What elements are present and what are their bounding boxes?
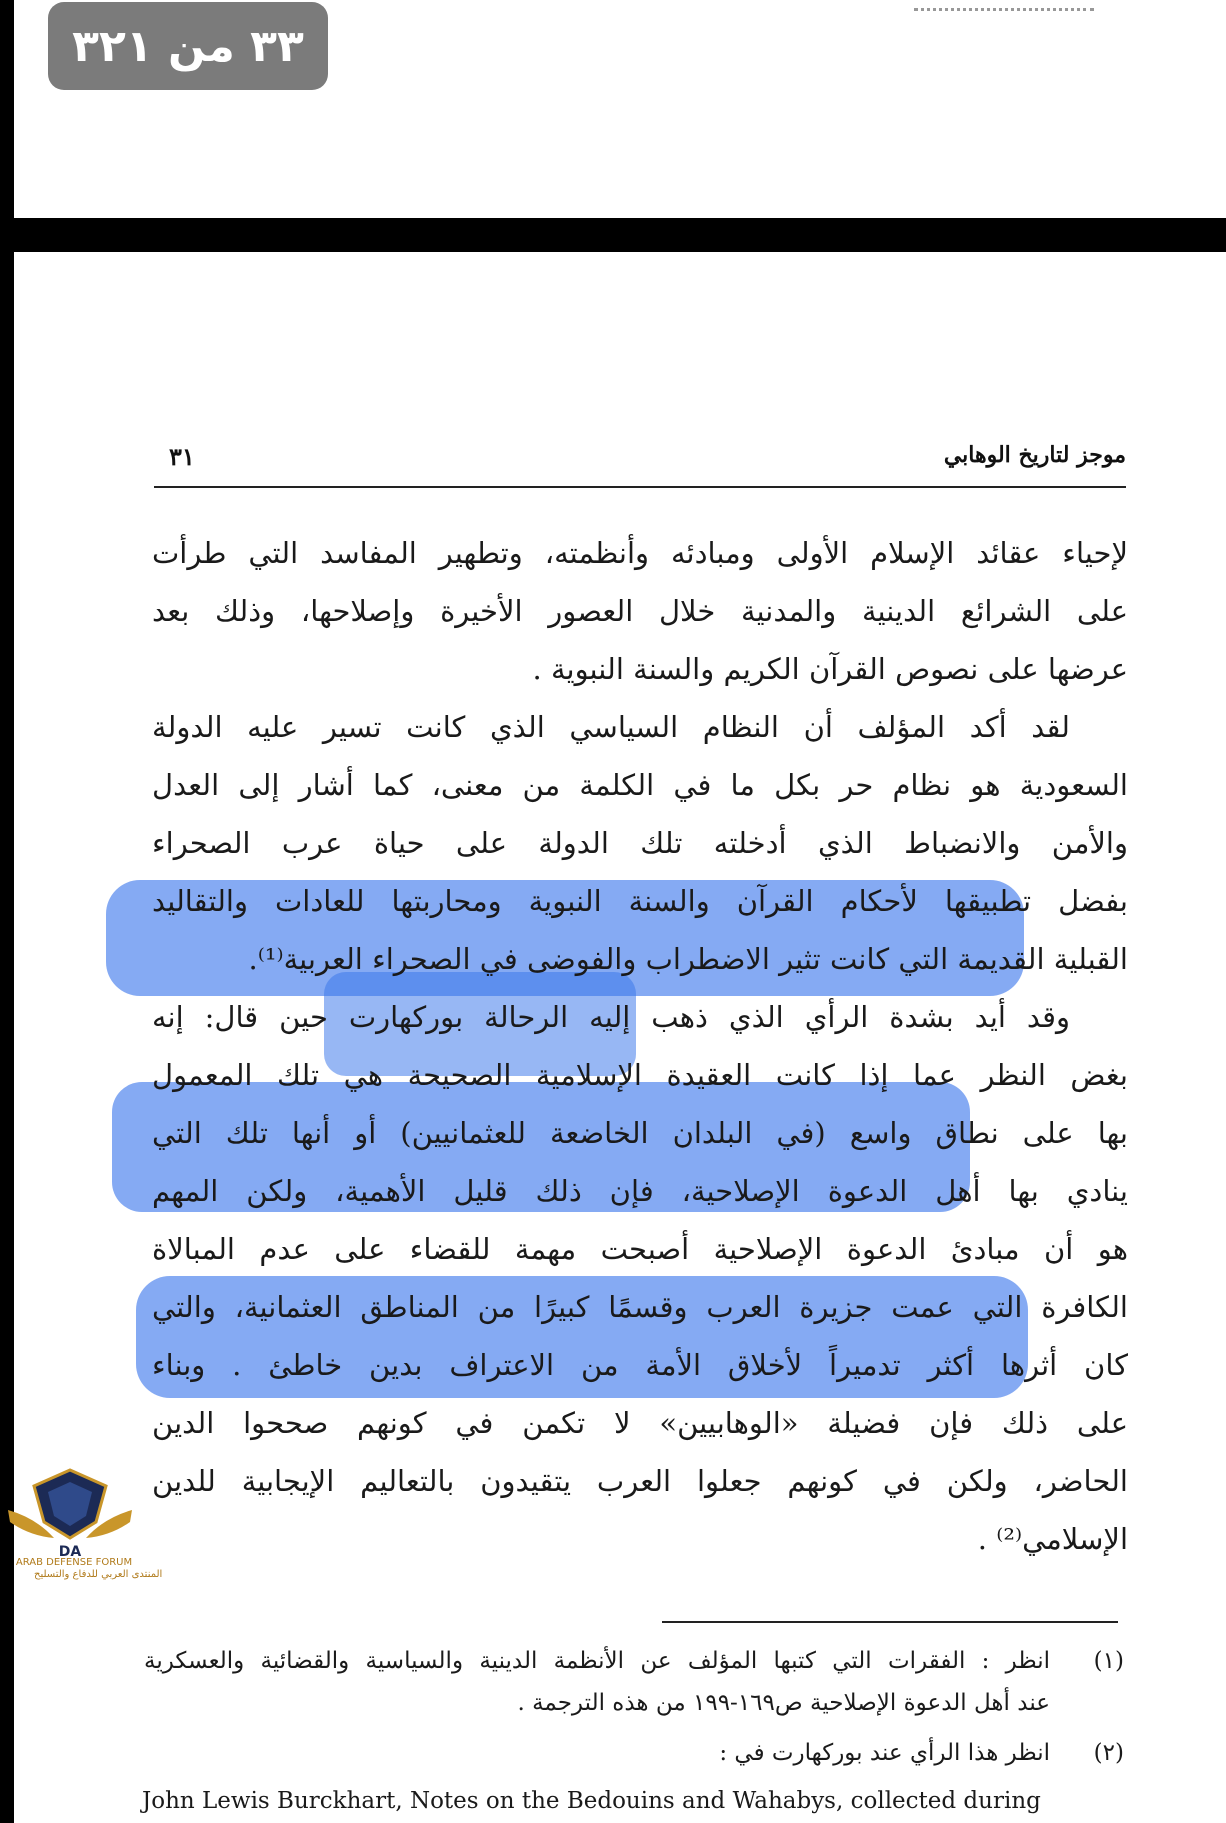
body-line: كان أثرها أكثر تدميراً لأخلاق الأمة من الاعتراف بدين خاطئ . وبناء — [152, 1348, 1128, 1382]
body-line: لإحياء عقائد الإسلام الأولى ومبادئه وأنظمته، وتطهير المفاسد التي طرأت — [152, 536, 1128, 570]
page-number: ٣١ — [169, 442, 195, 471]
body-line: الحاضر، ولكن في كونهم جعلوا العرب يتقيدون بالتعاليم الإيجابية للدين — [152, 1464, 1128, 1498]
body-line: القبلية القديمة التي كانت تثير الاضطراب والفوضى في الصحراء العربية⁽¹⁾. — [248, 942, 1128, 976]
forum-watermark-line1: ARAB DEFENSE FORUM — [15, 1557, 133, 1568]
latin-reference: John Lewis Burckhart, Notes on the Bedouins and Wahabys, collected during — [142, 1788, 1041, 1814]
footnote-number: (١) — [1093, 1648, 1124, 1674]
body-line: هو أن مبادئ الدعوة الإصلاحية أصبحت مهمة للقضاء على عدم المبالاة — [152, 1232, 1128, 1266]
body-line: عرضها على نصوص القرآن الكريم والسنة النبوية . — [532, 652, 1128, 686]
body-line: السعودية هو نظام حر بكل ما في الكلمة من معنى، كما أشار إلى العدل — [152, 768, 1128, 802]
footnote-text: عند أهل الدعوة الإصلاحية ص١٦٩-١٩٩ من هذه الترجمة . — [517, 1690, 1050, 1716]
forum-logo-icon — [0, 1452, 140, 1571]
body-line: بفضل تطبيقها لأحكام القرآن والسنة النبوية ومحاربتها للعادات والتقاليد — [152, 884, 1128, 918]
body-text — [152, 524, 1128, 1568]
forum-watermark-line2: المنتدى العربي للدفاع والتسليح — [34, 1569, 163, 1580]
footnote-number: (٢) — [1093, 1740, 1124, 1766]
forum-watermark-text — [4, 1557, 163, 1581]
footnote-text: انظر : الفقرات التي كتبها المؤلف عن الأنظمة الدينية والسياسية والقضائية والعسكرية — [144, 1648, 1050, 1674]
footnote-row — [144, 1682, 1124, 1724]
running-header-title: موجز لتاريخ الوهابي — [943, 442, 1126, 468]
footnote-text: انظر هذا الرأي عند بوركهارت في : — [719, 1740, 1050, 1766]
body-line: لقد أكد المؤلف أن النظام السياسي الذي كانت تسير عليه الدولة — [152, 710, 1070, 744]
body-line: وقد أيد بشدة الرأي الذي ذهب إليه الرحالة بوركهارت حين قال: إنه — [152, 1000, 1070, 1034]
body-line: الكافرة التي عمت جزيرة العرب وقسمًا كبيرًا من المناطق العثمانية، والتي — [152, 1290, 1128, 1324]
body-line: بغض النظر عما إذا كانت العقيدة الإسلامية الصحيحة هي تلك المعمول — [152, 1058, 1128, 1092]
body-line: الإسلامي⁽²⁾ . — [977, 1522, 1128, 1556]
footnotes — [144, 1640, 1124, 1774]
body-line: على ذلك فإن فضيلة «الوهابيين» لا تكمن في كونهم صححوا الدين — [152, 1406, 1128, 1440]
document-page[interactable] — [14, 252, 1226, 1823]
logo-letters: DA — [58, 1544, 82, 1560]
page-indicator-badge — [48, 2, 328, 90]
footnote-row — [144, 1732, 1124, 1774]
body-line: ينادي بها أهل الدعوة الإصلاحية، فإن ذلك قليل الأهمية، ولكن المهم — [152, 1174, 1128, 1208]
running-header — [154, 442, 1126, 488]
footnote-row — [144, 1640, 1124, 1682]
body-line: والأمن والانضباط الذي أدخلته تلك الدولة على حياة عرب الصحراء — [152, 826, 1128, 860]
body-line: على الشرائع الدينية والمدنية خلال العصور الأخيرة وإصلاحها، وذلك بعد — [152, 594, 1128, 628]
page-indicator-text: ٣٣ من ٣٢١ — [72, 20, 304, 72]
body-line: بها على نطاق واسع (في البلدان الخاضعة للعثمانيين) أو أنها تلك التي — [152, 1116, 1128, 1150]
previous-page-text-remnant — [914, 0, 1094, 11]
footnote-separator — [662, 1621, 1118, 1623]
